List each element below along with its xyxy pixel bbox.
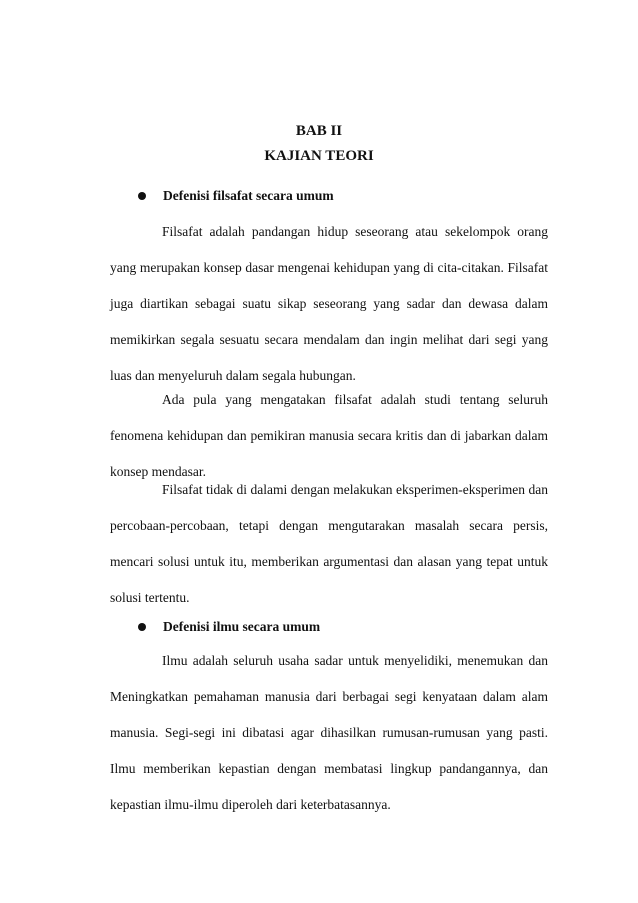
paragraph-filsafat-1: Filsafat adalah pandangan hidup seseorang atau sekelompok orang yang merupakan konsep dasar mengenai kehidupan yang di cita-citakan. Filsafat juga diartikan sebagai suatu sikap seseorang yang sadar dan dewasa dalam memikirkan segala sesuatu secara mendalam dan ingin melihat dari segi yang luas dan menyeluruh dalam segala hubungan.	[110, 224, 548, 383]
bullet-icon	[138, 192, 146, 200]
section-heading-ilmu: Defenisi ilmu secara umum	[163, 619, 321, 634]
section-heading-filsafat: Defenisi filsafat secara umum	[163, 188, 334, 203]
chapter-number: BAB II	[295, 123, 343, 139]
paragraph-filsafat-2: Ada pula yang mengatakan filsafat adalah studi tentang seluruh fenomena kehidupan dan pemikiran manusia secara kritis dan di jabarkan dalam konsep mendasar.	[110, 392, 548, 479]
chapter-title: KAJIAN TEORI	[264, 148, 374, 164]
paragraph-filsafat-3: Filsafat tidak di dalami dengan melakukan eksperimen-eksperimen dan percobaan-percobaan, tetapi dengan mengutarakan masalah secara persis, mencari solusi untuk itu, memberikan argumentasi dan alasan yang tepat untuk solusi tertentu.	[110, 482, 548, 605]
paragraph-ilmu-1: Ilmu adalah seluruh usaha sadar untuk menyelidiki, menemukan dan Meningkatkan pemahaman manusia dari berbagai segi kenyataan dalam alam manusia. Segi-segi ini dibatasi agar dihasilkan rumusan-rumusan yang pasti. Ilmu memberikan kepastian dengan membatasi lingkup pandangannya, dan kepastian ilmu-ilmu diperoleh dari keterbatasannya.	[110, 653, 548, 812]
bullet-icon	[138, 623, 146, 631]
